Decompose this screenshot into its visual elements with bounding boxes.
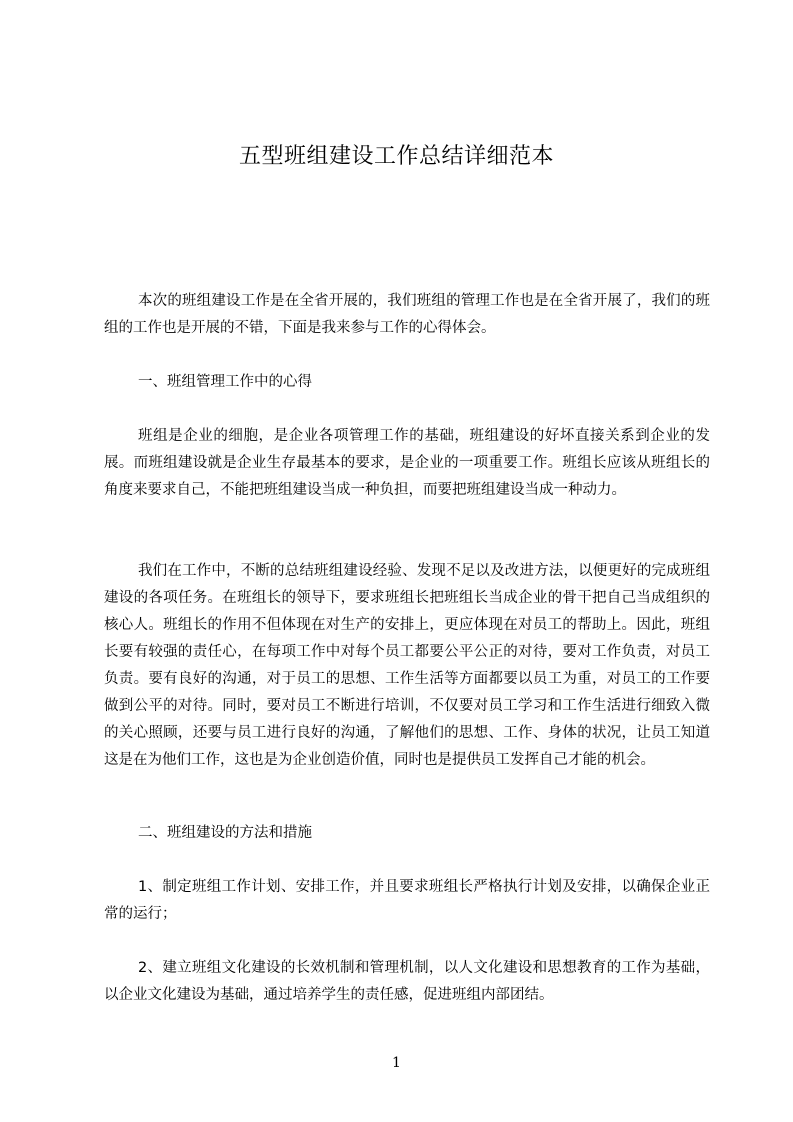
section-heading-2: 二、班组建设的方法和措施	[138, 825, 312, 841]
section-1-paragraph-2: 我们在工作中，不断的总结班组建设经验、发现不足以及改进方法，以便更好的完成班组建设的各项任务。在班组长的领导下，要求班组长把班组长当成企业的骨干把自己当成组织的核心人。班组长的作用不但体现在对生产的安排上，更应体现在对员工的帮助上。因此，班组长要有较强的责任心，在每项工作中对每个员工都要公平公正的对待，要对工作负责，对员工负责。要有良好的沟通，对于员工的思想、工作生活等方面都要以员工为重，对员工的工作要做到公平的对待。同时，要对员工不断进行培训，不仅要对员工学习和工作生活进行细致入微的关心照顾，还要与员工进行良好的沟通，了解他们的思想、工作、身体的状况，让员工知道这是在为他们工作，这也是为企业创造价值，同时也是提供员工发挥自己才能的机会。	[104, 563, 710, 768]
section-heading-1: 一、班组管理工作中的心得	[138, 374, 312, 390]
intro-paragraph: 本次的班组建设工作是在全省开展的，我们班组的管理工作也是在全省开展了，我们的班组的工作也是开展的不错，下面是我来参与工作的心得体会。	[104, 293, 710, 336]
document-title: 五型班组建设工作总结详细范本	[238, 144, 554, 169]
page-number: 1	[392, 1055, 401, 1071]
section-1-paragraph-1: 班组是企业的细胞，是企业各项管理工作的基础，班组建设的好坏直接关系到企业的发展。而班组建设就是企业生存最基本的要求，是企业的一项重要工作。班组长应该从班组长的角度来要求自己，不能把班组建设当成一种负担，而要把班组建设当成一种动力。	[104, 428, 710, 498]
measure-item-1: 1、制定班组工作计划、安排工作，并且要求班组长严格执行计划及安排，以确保企业正常的运行；	[104, 879, 710, 922]
measure-item-2: 2、建立班组文化建设的长效机制和管理机制，以人文化建设和思想教育的工作为基础，以企业文化建设为基础，通过培养学生的责任感，促进班组内部团结。	[104, 960, 710, 1003]
